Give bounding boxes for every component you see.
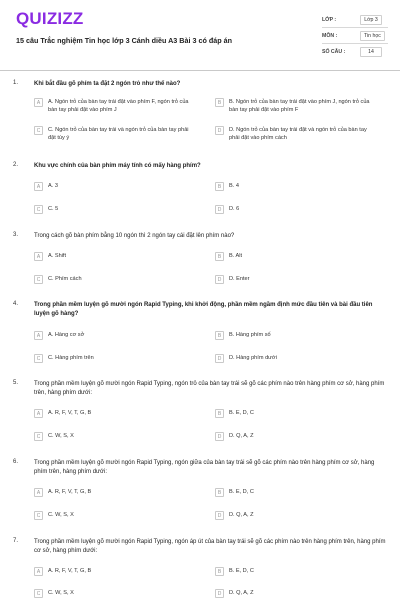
option-letter: A bbox=[34, 252, 43, 261]
option-text: A. Ngón trỏ của bàn tay trái đặt vào phím F, ngón trỏ của bàn tay phải đặt vào phím J bbox=[48, 99, 189, 113]
option-letter: B bbox=[215, 567, 224, 576]
option-text: A. Shift bbox=[48, 253, 67, 259]
option-text: A. 3 bbox=[48, 183, 58, 189]
option-letter: D bbox=[215, 432, 224, 441]
meta-value: Lớp 3 bbox=[356, 15, 388, 25]
option-letter: A bbox=[34, 331, 43, 340]
question-text: Trong phần mềm luyện gõ mười ngón Rapid Typing, ngón áp út của bàn tay trái sẽ gõ các phím nào trên hàng phím trên, hàng phím cơ sở, hàng phím dưới: bbox=[34, 539, 386, 554]
option-letter: A bbox=[34, 567, 43, 576]
option-letter: C bbox=[34, 205, 43, 214]
meta-label: SỐ CÂU : bbox=[322, 49, 346, 55]
option-letter: D bbox=[215, 205, 224, 214]
option-text: A. R, F, V, T, G, B bbox=[48, 410, 92, 416]
option-letter: B bbox=[215, 98, 224, 107]
meta-row-class bbox=[322, 12, 388, 28]
question-text: Trong phần mềm luyện gõ mười ngón Rapid Typing, khi khởi động, phần mềm ngầm định mức đầu tiên và bài đầu tiên luyện gõ hàng? bbox=[34, 302, 373, 317]
option-letter: D bbox=[215, 126, 224, 135]
option-letter: C bbox=[34, 432, 43, 441]
meta-row-subject bbox=[322, 28, 388, 44]
meta-value: 14 bbox=[356, 47, 388, 57]
option-letter: C bbox=[34, 275, 43, 284]
option-letter: B bbox=[215, 488, 224, 497]
meta-box bbox=[322, 12, 388, 60]
option-text: B. Alt bbox=[229, 253, 243, 259]
option-letter: C bbox=[34, 511, 43, 520]
option-letter: A bbox=[34, 488, 43, 497]
option-letter: B bbox=[215, 182, 224, 191]
question-text: Khi bắt đầu gõ phím ta đặt 2 ngón trỏ như thế nào? bbox=[34, 81, 181, 87]
meta-value: Tin học bbox=[356, 31, 388, 41]
option-text: D. Hàng phím dưới bbox=[229, 355, 277, 361]
option-text: A. R, F, V, T, G, B bbox=[48, 489, 92, 495]
option-letter: A bbox=[34, 98, 43, 107]
meta-label: LỚP : bbox=[322, 16, 337, 23]
option-text: D. Q, A, Z bbox=[229, 433, 254, 439]
header-divider bbox=[0, 70, 400, 71]
meta-label: MÔN : bbox=[322, 32, 338, 39]
question-text: Khu vực chính của bàn phím máy tính có mấy hàng phím? bbox=[34, 163, 201, 169]
option-text: C. W, S, X bbox=[48, 512, 74, 518]
question-number: 4. bbox=[13, 301, 19, 307]
option-text: D. Q, A, Z bbox=[229, 512, 254, 518]
option-text: B. E, D, C bbox=[229, 489, 254, 495]
option-text: D. Ngón trỏ của bàn tay trái đặt và ngón trỏ của bàn tay phải đặt vào phím cách bbox=[229, 127, 367, 141]
option-text: C. Hàng phím trên bbox=[48, 355, 94, 361]
option-letter: D bbox=[215, 275, 224, 284]
question-text: Trong phần mềm luyện gõ mười ngón Rapid Typing, ngón giữa của bàn tay trái sẽ gõ các phím nào trên hàng phím cơ sở, hàng phím trên, hàng phím dưới: bbox=[34, 460, 375, 475]
option-letter: A bbox=[34, 182, 43, 191]
option-letter: B bbox=[215, 252, 224, 261]
option-text: A. R, F, V, T, G, B bbox=[48, 568, 92, 574]
option-text: B. Ngón trỏ của bàn tay trái đặt vào phím J, ngón trỏ của bàn tay phải đặt vào phím F bbox=[229, 99, 370, 113]
option-letter: C bbox=[34, 589, 43, 598]
question-number: 2. bbox=[13, 162, 19, 168]
header bbox=[0, 0, 400, 68]
question-text: Trong cách gõ bàn phím bằng 10 ngón thì 2 ngón tay cái đặt lên phím nào? bbox=[34, 233, 235, 239]
option-text: B. 4 bbox=[229, 183, 239, 189]
option-text: A. Hàng cơ sở bbox=[48, 332, 85, 338]
meta-row-count bbox=[322, 44, 388, 60]
option-text: C. 5 bbox=[48, 206, 59, 212]
question-number: 3. bbox=[13, 232, 19, 238]
option-text: C. Phím cách bbox=[48, 276, 82, 282]
question-number: 7. bbox=[13, 538, 19, 544]
option-text: D. 6 bbox=[229, 206, 240, 212]
option-letter: D bbox=[215, 511, 224, 520]
quizizz-logo: QUIZIZZ bbox=[16, 9, 84, 28]
option-text: C. W, S, X bbox=[48, 433, 74, 439]
question-number: 1. bbox=[13, 80, 19, 86]
option-letter: B bbox=[215, 409, 224, 418]
question-text: Trong phần mềm luyện gõ mười ngón Rapid Typing, ngón trỏ của bàn tay trái sẽ gõ các phím nào trên hàng phím cơ sở, hàng phím trên, hàng phím dưới: bbox=[34, 381, 385, 396]
option-letter: A bbox=[34, 409, 43, 418]
option-text: C. W, S, X bbox=[48, 590, 74, 596]
option-text: B. E, D, C bbox=[229, 410, 254, 416]
option-text: B. E, D, C bbox=[229, 568, 254, 574]
question-number: 5. bbox=[13, 380, 19, 386]
option-letter: C bbox=[34, 354, 43, 363]
option-letter: D bbox=[215, 589, 224, 598]
option-letter: B bbox=[215, 331, 224, 340]
option-letter: C bbox=[34, 126, 43, 135]
page-title: 15 câu Trắc nghiệm Tin học lớp 3 Cánh diều A3 Bài 3 có đáp án bbox=[16, 36, 232, 45]
option-text: D. Enter bbox=[229, 276, 250, 282]
question-number: 6. bbox=[13, 459, 19, 465]
option-text: D. Q, A, Z bbox=[229, 590, 254, 596]
option-letter: D bbox=[215, 354, 224, 363]
option-text: B. Hàng phím số bbox=[229, 332, 271, 338]
option-text: C. Ngón trỏ của bàn tay trái và ngón trỏ của bàn tay phải đặt tùy ý bbox=[48, 127, 189, 141]
